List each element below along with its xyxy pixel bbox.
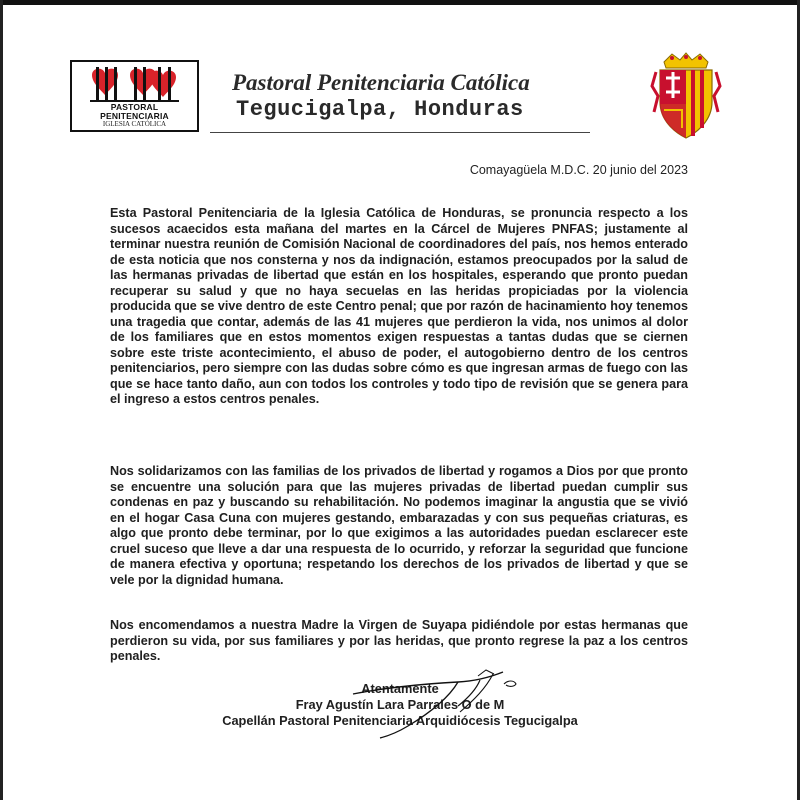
logo-line-2: PENITENCIARIA <box>100 111 169 121</box>
signer-name: Fray Agustín Lara Parrales O de M <box>295 697 505 712</box>
hearts-bars-icon <box>72 62 197 106</box>
logo-line-3: IGLESIA CATÓLICA <box>102 120 167 128</box>
coat-of-arms-icon <box>650 52 722 140</box>
letter-paragraph-2: Nos solidarizamos con las familias de los privados de libertad y rogamos a Dios por que pronto se encuentre una solución para que las mujeres privadas de libertad puedan cumplir sus condenas en paz y buscando su rehabilitación. No podemos imaginar la angustia que se vivió en el hogar Casa Cuna con mujeres gestando, embarazadas y con sus pequeñas criaturas, es algo que pronto debe terminar, por lo que exigimos a las autoridades puedan esclarecer este cruel suceso que lleve a dar una respuesta de lo ocurrido, y reforzar la seguridad que funcione de manera efectiva y oportuna; respetando los derechos de los privados de libertad y que se vele por la dignidad humana. <box>110 464 688 587</box>
salutation: Atentamente <box>361 681 439 696</box>
page-title: Pastoral Penitenciaria Católica <box>232 70 530 95</box>
pastoral-logo <box>70 60 199 132</box>
signer-position: Capellán Pastoral Penitenciaria Arquidiócesis Tegucigalpa <box>222 713 578 728</box>
page-subtitle: Tegucigalpa, Honduras <box>236 97 524 122</box>
letter-paragraph-3: Nos encomendamos a nuestra Madre la Virgen de Suyapa pidiéndole por estas hermanas que perdieron su vida, por sus familiares y por las heridas, que pronto regrese la paz a los centros penales. <box>110 618 688 663</box>
header-divider <box>210 132 590 133</box>
logo-line-1: PASTORAL <box>110 102 159 112</box>
letter-paragraph-1: Esta Pastoral Penitenciaria de la Iglesia Católica de Honduras, se pronuncia respecto a los sucesos acaecidos esta mañana del martes en la Cárcel de Mujeres PNFAS; justamente al terminar nuestra reunión de Comisión Nacional de coordinadores del país, nos hemos enterado de esta noticia que nos consterna y nos da indignación, estamos preocupados por la salud de las hermanas privadas de libertad que están en los hospitales, esperando que pronto puedan recuperar su salud y que no haya secuelas en las heridas propiciadas por la violencia producida que se vive dentro de este Centro penal; que por razón de hacinamiento hoy tenemos una tragedia que contar, además de las 41 mujeres que perdieron la vida, nos unimos al dolor de los familiares que en estos momentos exigen respuestas a tantas dudas que se ciernen sobre este triste acontecimiento, el abuso de poder, el autogobierno dentro de los centros penitenciarios, pero siempre con las dudas sobre cómo es que ingresan armas de fuego con las que se hace tanto daño, aun con todos los controles y todo tipo de revisión que se genera para el ingreso a estos centros penales. <box>110 206 688 406</box>
letter-date: Comayagüela M.D.C. 20 junio del 2023 <box>469 163 688 177</box>
left-border <box>0 0 3 800</box>
top-border <box>0 0 800 5</box>
